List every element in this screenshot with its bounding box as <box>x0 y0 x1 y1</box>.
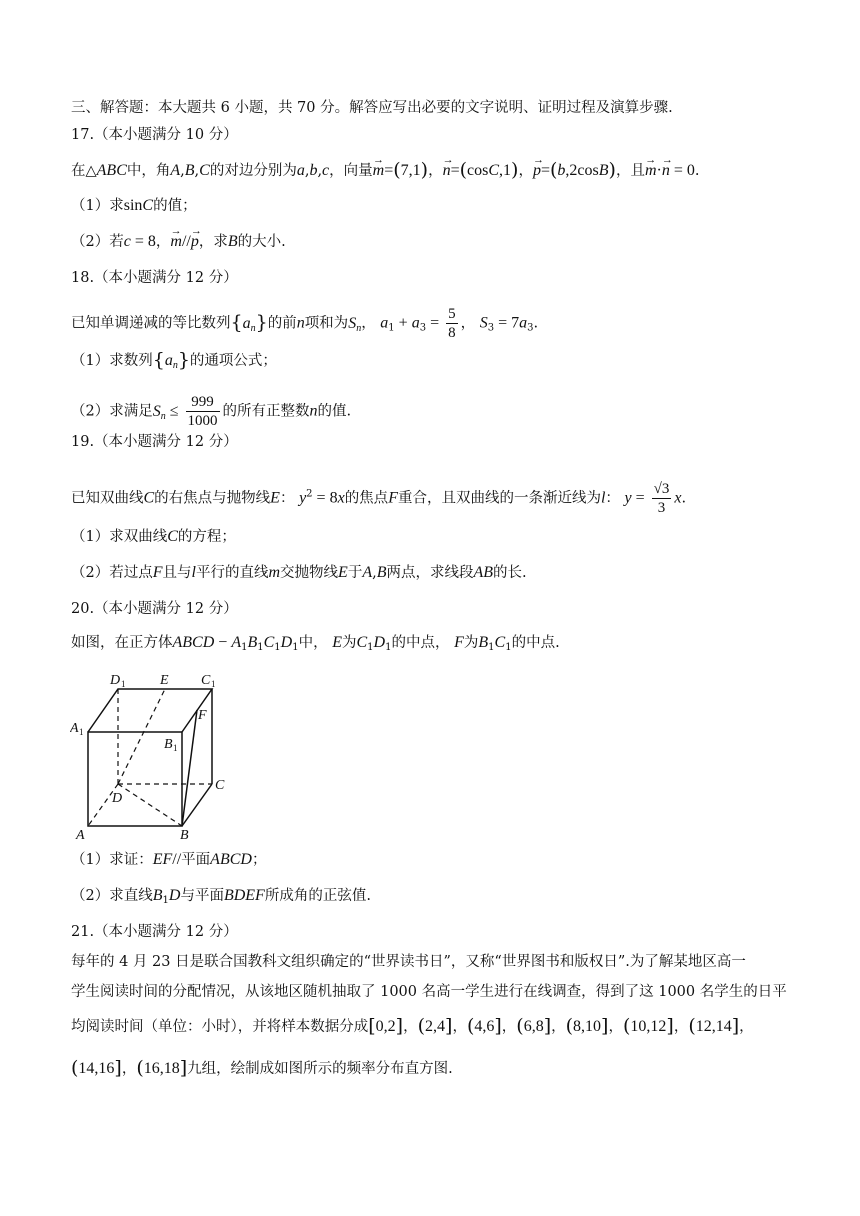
interval-item: (2,4] <box>417 1015 453 1037</box>
q19-part1: （1）求双曲线C的方程； <box>71 528 236 545</box>
q21-line3: 均阅读时间（单位：小时），并将样本数据分成[0,2]，(2,4]，(4,6]，(6,8]，(8,10]，(10,12]，(12,14]， <box>71 1015 754 1037</box>
interval-item: (14,16] <box>71 1057 122 1079</box>
interval-item: (6,8] <box>516 1015 552 1037</box>
interval-item: (12,14] <box>688 1015 740 1037</box>
label-b: B <box>180 828 189 843</box>
label-d1: D <box>110 673 121 688</box>
q21-header: 21.（本小题满分 12 分） <box>71 924 238 940</box>
q17-header: 17.（本小题满分 10 分） <box>71 127 238 143</box>
interval-item: (4,6] <box>466 1015 502 1037</box>
label-a1: A <box>70 721 79 736</box>
q17-statement: 在△ABC中，角A,B,C的对边分别为a,b,c，向量→ m=(7,1)，→ n=(cosC,1)，→ p=(b,2cosB)，且→ m·→ n = 0. <box>71 160 699 181</box>
q18-statement: 已知单调递减的等比数列$\{a_n\}$的前n项和为$S_n$， $a_1 + a_3$ = $\frac{5}{8}$ ， $S_3 = 7a_3$. <box>71 306 539 341</box>
section-header: 三、解答题：本大题共 6 小题，共 70 分。解答应写出必要的文字说明、证明过程及演算步骤. <box>71 100 673 116</box>
q19-header: 19.（本小题满分 12 分） <box>71 434 238 450</box>
interval-item: (10,12] <box>622 1015 674 1037</box>
label-f: F <box>198 708 207 723</box>
label-a: A <box>76 828 85 843</box>
q21-line1: 每年的 4 月 23 日是联合国教科文组织确定的“世界读书日”，又称“世界图书和版权日”.为了解某地区高一 <box>71 954 746 970</box>
interval-item: (8,10] <box>565 1015 609 1037</box>
q19-part2: （2）若过点F且与l平行的直线m交抛物线E于A,B两点，求线段AB的长. <box>71 564 527 581</box>
q18-part2: （2）求满足$S_n$ ≤ $\frac{999}{1000}$ 的所有正整数n的值. <box>71 394 352 429</box>
label-d: D <box>112 791 123 806</box>
label-e: E <box>160 673 169 688</box>
interval-item: [0,2] <box>368 1015 404 1037</box>
q20-header: 20.（本小题满分 12 分） <box>71 601 238 617</box>
q21-line2: 学生阅读时间的分配情况，从该地区随机抽取了 1000 名高一学生进行在线调查，得到了这 1000 名学生的日平 <box>71 984 787 1000</box>
q18-header: 18.（本小题满分 12 分） <box>71 270 238 286</box>
label-c: C <box>215 778 225 793</box>
q19-statement: 已知双曲线C的右焦点与抛物线E： $y^2 = 8x$的焦点F重合，且双曲线的一条渐近线为l： y = $\frac{√3}{3}$ x. <box>71 481 687 516</box>
q18-part1: （1）求数列$\{a_n\}$的通项公式； <box>71 349 277 371</box>
q21-line4: (14,16]，(16,18]九组，绘制成如图所示的频率分布直方图. <box>71 1057 453 1079</box>
svg-text:1: 1 <box>173 743 178 753</box>
svg-text:1: 1 <box>211 679 216 689</box>
q20-statement: 如图，在正方体ABCD − $A_1B_1C_1D_1$中， E为$C_1D_1$的中点， F为$B_1C_1$的中点. <box>71 634 560 653</box>
svg-text:1: 1 <box>79 727 84 737</box>
label-b1: B <box>164 737 173 752</box>
svg-text:1: 1 <box>121 679 126 689</box>
q20-part1: （1）求证：EF//平面ABCD； <box>71 851 267 868</box>
interval-item: (16,18] <box>136 1057 188 1079</box>
label-c1: C <box>201 673 211 688</box>
q17-part1: （1）求sinC的值； <box>71 197 197 214</box>
cube-figure <box>70 668 250 846</box>
q20-part2: （2）求直线$B_1D$与平面BDEF所成角的正弦值. <box>71 887 371 906</box>
q17-part2: （2）若c = 8，→ m//→ p，求B的大小. <box>71 232 286 252</box>
